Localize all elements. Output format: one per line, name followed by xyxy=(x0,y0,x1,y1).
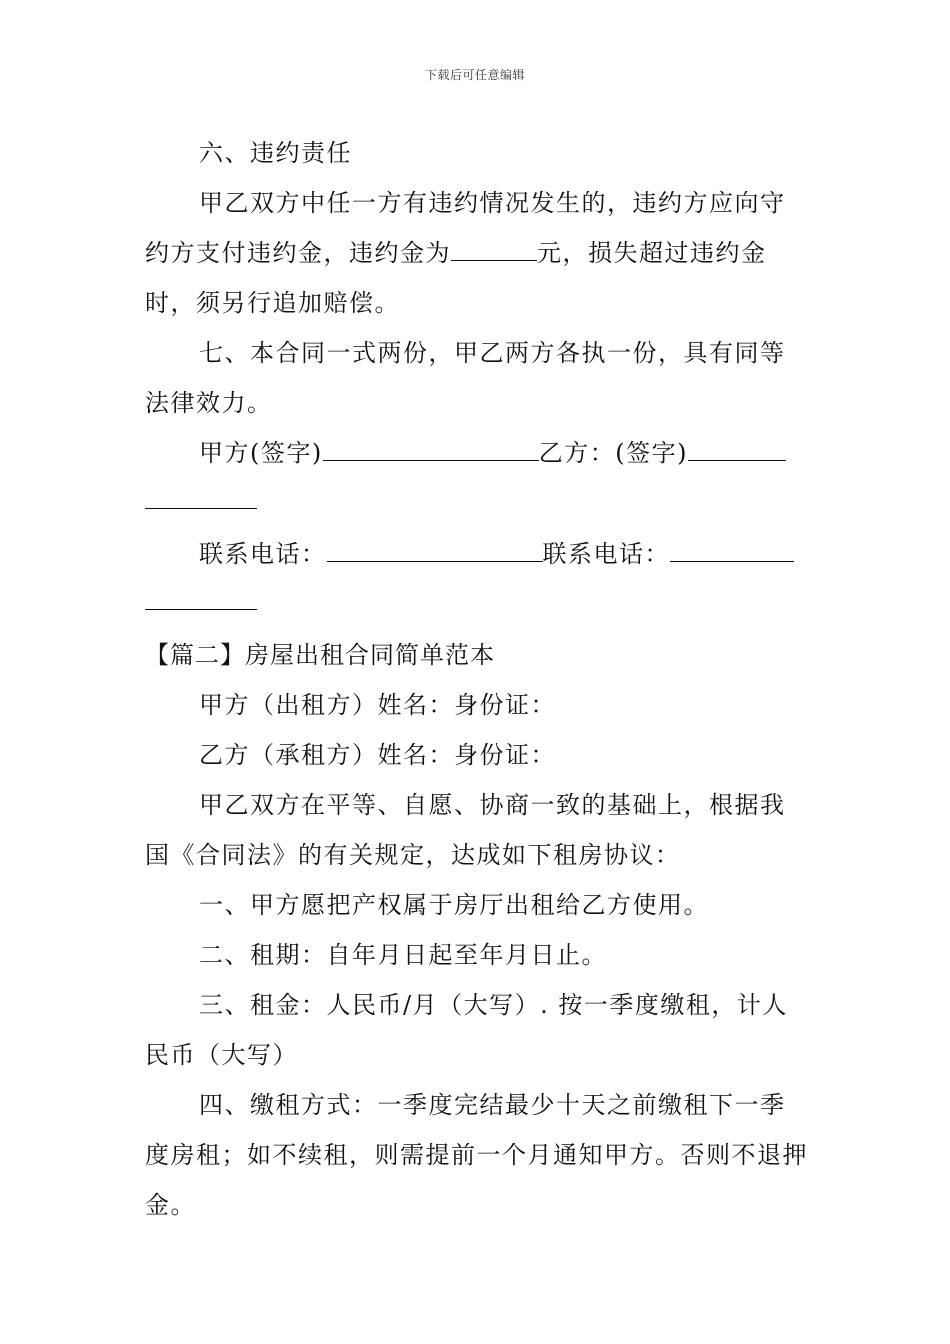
clause-2: 二、租期：自年月日起至年月日止。 xyxy=(199,941,607,969)
section-6-body-b: 元，损失超过违约金时，须另行追加赔偿。 xyxy=(145,239,767,317)
phone-line xyxy=(145,529,810,579)
clause-3: 三、租金：人民币/月（大写）. 按一季度缴租，计人民币（大写） xyxy=(145,991,788,1069)
party-b-phone-blank xyxy=(670,560,794,562)
penalty-amount-blank xyxy=(451,259,537,261)
contract-intro: 甲乙双方在平等、自愿、协商一致的基础上，根据我国《合同法》的有关规定，达成如下租房协议： xyxy=(145,791,786,869)
header-note: 下载后可任意编辑 xyxy=(424,68,525,82)
section-6-title: 六、违约责任 xyxy=(199,139,352,167)
phone-continuation-blank xyxy=(145,579,257,610)
party-b-signature-blank xyxy=(688,459,786,461)
party-a-signature-blank xyxy=(323,459,539,461)
section-7-body: 七、本合同一式两份，甲乙两方各执一份，具有同等法律效力。 xyxy=(145,339,786,417)
signature-line xyxy=(145,428,810,478)
clause-1: 一、甲方愿把产权属于房厅出租给乙方使用。 xyxy=(199,891,709,919)
party-b-phone-label: 联系电话： xyxy=(542,540,670,568)
party-a-phone-label: 联系电话： xyxy=(199,540,327,568)
signature-continuation-blank xyxy=(145,478,257,509)
party-a-phone-blank xyxy=(327,560,543,562)
party-a-signature-label: 甲方(签字) xyxy=(199,439,323,467)
document-body xyxy=(145,128,810,1230)
party-a-info: 甲方（出租方）姓名：身份证： xyxy=(199,691,556,719)
party-b-signature-label: 乙方：(签字) xyxy=(538,439,688,467)
section-6-body xyxy=(145,178,810,328)
section-6-body-a: 甲乙双方中任一方有违约情况发生的，违约方应向守约方支付违约金，违约金为 xyxy=(145,189,786,267)
party-b-info: 乙方（承租方）姓名：身份证： xyxy=(199,741,556,769)
clause-4: 四、缴租方式：一季度完结最少十天之前缴租下一季度房租；如不续租，则需提前一个月通知甲方。否则不退押金。 xyxy=(145,1091,808,1219)
part-2-title: 【篇二】房屋出租合同简单范本 xyxy=(145,641,495,669)
